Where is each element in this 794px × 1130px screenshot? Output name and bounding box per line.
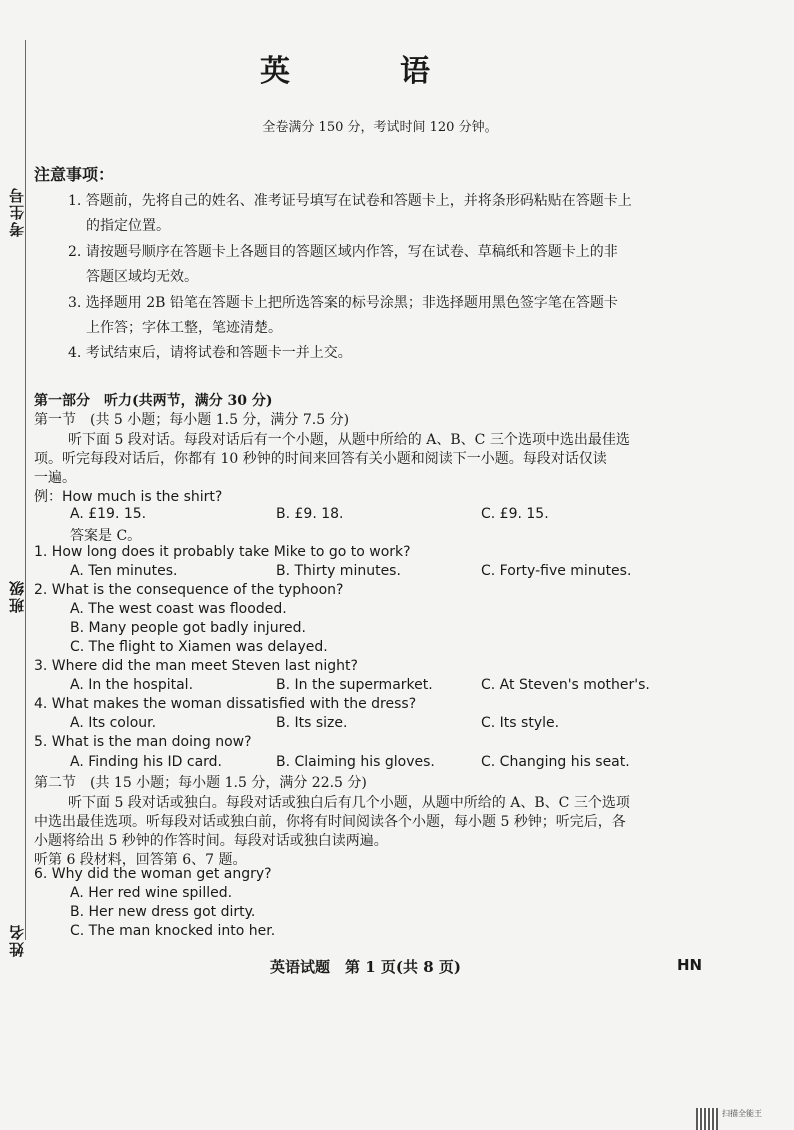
option-b: B. In the supermarket. <box>276 677 433 693</box>
option-a: A. £19. 15. <box>70 506 147 522</box>
option-a: A. Its colour. <box>70 715 157 731</box>
option-c: C. £9. 15. <box>481 506 549 522</box>
example-answer: 答案是 C。 <box>70 528 142 544</box>
notice-heading: 注意事项： <box>34 165 115 184</box>
option-a: A. The west coast was flooded. <box>70 601 287 617</box>
qr-code-icon <box>696 1108 718 1130</box>
question-stem: 1. How long does it probably take Mike to go to work? <box>34 544 411 560</box>
example-stem: 例：How much is the shirt? <box>34 489 223 505</box>
side-label-name: 姓名 <box>8 923 26 957</box>
option-a: A. Her red wine spilled. <box>70 885 233 901</box>
page-footer: 英语试题 第 1 页(共 8 页) <box>270 958 461 976</box>
option-c: C. Its style. <box>481 715 560 731</box>
question-stem: 3. Where did the man meet Steven last night? <box>34 658 358 674</box>
question-stem: 4. What makes the woman dissatisfied with the dress? <box>34 696 417 712</box>
option-c: C. The flight to Xiamen was delayed. <box>70 639 328 655</box>
option-b: B. Claiming his gloves. <box>276 754 435 770</box>
question-stem: 6. Why did the woman get angry? <box>34 866 272 882</box>
notice-line: 1. 答题前，先将自己的姓名、准考证号填写在试卷和答题卡上，并将条形码粘贴在答题卡上 <box>68 193 632 209</box>
section1-intro: 项。听完每段对话后，你都有 10 秒钟的时间来回答有关小题和阅读下一小题。每段对话仅读 <box>34 451 607 467</box>
option-b: B. Its size. <box>276 715 348 731</box>
option-c: C. Forty-five minutes. <box>481 563 632 579</box>
section1-intro: 听下面 5 段对话。每段对话后有一个小题，从题中所给的 A、B、C 三个选项中选出最佳选 <box>68 432 630 448</box>
region-code: HN <box>677 956 703 974</box>
part1-heading: 第一部分 听力(共两节，满分 30 分) <box>34 393 273 409</box>
option-b: B. Her new dress got dirty. <box>70 904 256 920</box>
section2-intro: 小题将给出 5 秒钟的作答时间。每段对话或独白读两遍。 <box>34 833 388 849</box>
question-stem: 2. What is the consequence of the typhoon? <box>34 582 344 598</box>
notice-line: 答题区域均无效。 <box>86 269 198 285</box>
option-b: B. £9. 18. <box>276 506 344 522</box>
section2-intro: 听下面 5 段对话或独白。每段对话或独白后有几个小题，从题中所给的 A、B、C 三个选项 <box>68 795 630 811</box>
option-c: C. At Steven's mother's. <box>481 677 650 693</box>
section1-intro: 一遍。 <box>34 470 76 486</box>
option-a: A. Finding his ID card. <box>70 754 223 770</box>
side-label-exam-number: 考生号 <box>8 186 26 238</box>
binding-line <box>25 40 26 940</box>
section1-heading: 第一节 (共 5 小题；每小题 1.5 分，满分 7.5 分) <box>34 412 350 428</box>
exam-info: 全卷满分 150 分，考试时间 120 分钟。 <box>262 120 498 135</box>
option-a: A. Ten minutes. <box>70 563 178 579</box>
option-a: A. In the hospital. <box>70 677 194 693</box>
notice-line: 2. 请按题号顺序在答题卡上各题目的答题区域内作答，写在试卷、草稿纸和答题卡上的非 <box>68 244 618 260</box>
notice-line: 4. 考试结束后，请将试卷和答题卡一并上交。 <box>68 345 352 361</box>
section2-heading: 第二节 (共 15 小题；每小题 1.5 分，满分 22.5 分) <box>34 775 367 791</box>
material-instruction: 听第 6 段材料，回答第 6、7 题。 <box>34 852 247 868</box>
side-label-class: 班级 <box>8 579 26 613</box>
option-b: B. Thirty minutes. <box>276 563 401 579</box>
option-c: C. The man knocked into her. <box>70 923 276 939</box>
option-c: C. Changing his seat. <box>481 754 630 770</box>
notice-line: 的指定位置。 <box>86 218 170 234</box>
section2-intro: 中选出最佳选项。听每段对话或独白前，你将有时间阅读各个小题，每小题 5 秒钟；听完后，各 <box>34 814 626 830</box>
question-stem: 5. What is the man doing now? <box>34 734 252 750</box>
scanner-watermark: 扫描全能王 <box>722 1109 762 1118</box>
option-b: B. Many people got badly injured. <box>70 620 306 636</box>
notice-line: 上作答；字体工整，笔迹清楚。 <box>86 320 282 336</box>
notice-line: 3. 选择题用 2B 铅笔在答题卡上把所选答案的标号涂黑；非选择题用黑色签字笔在答题卡 <box>68 295 618 311</box>
page-title: 英 语 <box>260 54 470 89</box>
